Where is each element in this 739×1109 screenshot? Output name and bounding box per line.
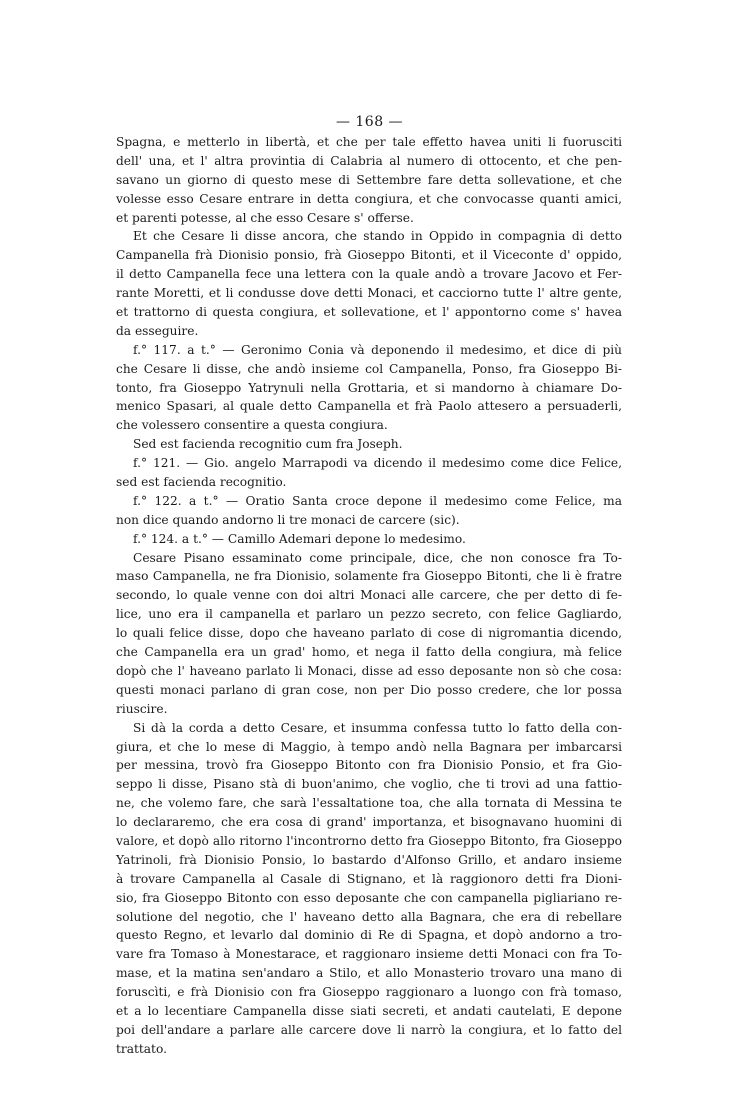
text-line: secondo, lo quale venne con doi altri Monaci alle carcere, che per detto di fe- [116, 588, 622, 603]
text-line: à trovare Campanella al Casale di Stignano, et là raggionoro detti fra Dioni- [116, 871, 622, 886]
text-line: sed est facienda recognitio. [116, 475, 287, 490]
text-line: per messina, trovò fra Gioseppo Bitonto con fra Dionisio Ponsio, et fra Gio- [116, 758, 622, 773]
text-line: lo declararemo, che era cosa di grand' importanza, et bisognavano huomini di [116, 815, 622, 830]
text-line: questi monaci parlano di gran cose, non per Dio posso credere, che lor possa [116, 682, 622, 697]
text-line: et parenti potesse, al che esso Cesare s' offerse. [116, 210, 414, 225]
text-line: dopò che l' haveano parlato li Monaci, disse ad esso deposante non sò che cosa: [116, 663, 622, 678]
text-line: valore, et dopò allo ritorno l'incontrorno detto fra Gioseppo Bitonto, fra Gioseppo [116, 833, 622, 848]
text-line: et a lo lecentiare Campanella disse siati secreti, et andati cautelati, E depone [116, 1003, 622, 1018]
text-line: sio, fra Gioseppo Bitonto con esso deposante che con campanella pigliariano re- [116, 890, 622, 905]
text-line: lo quali felice disse, dopo che haveano parlato di cose di nigromantia dicendo, [116, 626, 622, 641]
text-line: trattato. [116, 1041, 167, 1056]
text-line: giura, et che lo mese di Maggio, à tempo andò nella Bagnara per imbarcarsi [116, 739, 622, 754]
text-line: Campanella frà Dionisio ponsio, frà Gioseppo Bitonti, et il Viceconte d' oppido, [116, 248, 622, 263]
text-line: foruscìti, e frà Dionisio con fra Gioseppo raggionaro a luongo con frà tomaso, [116, 985, 622, 1000]
text-line: Spagna, e metterlo in libertà, et che per tale effetto havea uniti li fuorusciti [116, 135, 622, 149]
text-line: Yatrinoli, frà Dionisio Ponsio, lo bastardo d'Alfonso Grillo, et andaro insieme [116, 852, 622, 867]
text-line: maso Campanella, ne fra Dionisio, solamente fra Gioseppo Bitonti, che li è fratre [116, 569, 622, 584]
text-line: dell' una, et l' altra provintia di Calabria al numero di ottocento, et che pen- [116, 153, 622, 168]
text-line: da esseguire. [116, 323, 199, 338]
text-line: rante Moretti, et li condusse dove detti Monaci, et cacciorno tutte l' altre gente, [116, 286, 622, 301]
text-line: il detto Campanella fece una lettera con la quale andò a trovare Jacovo et Fer- [116, 267, 622, 282]
text-line: f.° 124. a t.° — Camillo Ademari depone lo medesimo. [133, 531, 466, 546]
text-line: f.° 121. — Gio. angelo Marrapodi va dicendo il medesimo come dice Felice, [133, 456, 622, 471]
text-line: solutione del negotio, che l' haveano detto alla Bagnara, che era di rebellare [116, 909, 622, 924]
text-line: f.° 117. a t.° — Geronimo Conia và deponendo il medesimo, et dice di più [133, 342, 622, 357]
text-line: seppo li disse, Pisano stà di buon'animo, che voglio, che ti trovi ad una fattio- [116, 777, 622, 792]
text-line: lice, uno era il campanella et parlaro un pezzo secreto, con felice Gagliardo, [116, 607, 622, 622]
text-line: Si dà la corda a detto Cesare, et insumma confessa tutto lo fatto della con- [133, 720, 622, 735]
text-line: poi dell'andare a parlare alle carcere dove li narrò la congiura, et lo fatto del [116, 1022, 622, 1037]
text-line: che Cesare li disse, che andò insieme col Campanella, Ponso, fra Gioseppo Bi- [116, 361, 622, 376]
text-line: f.° 122. a t.° — Oratio Santa croce depone il medesimo come Felice, ma [133, 493, 622, 508]
text-line: ne, che volemo fare, che sarà l'essaltatione toa, che alla tornata di Messina te [116, 796, 622, 811]
text-line: volesse esso Cesare entrare in detta congiura, et che convocasse quanti amici, [116, 191, 622, 206]
text-line: riuscire. [116, 701, 168, 716]
text-line: non dice quando andorno li tre monaci de carcere (sic). [116, 512, 460, 527]
body-text [116, 133, 622, 1059]
text-line: savano un giorno di questo mese di Settembre fare detta sollevatione, et che [116, 172, 622, 187]
text-line: tonto, fra Gioseppo Yatrynuli nella Grottaria, et si mandorno à chiamare Do- [116, 380, 622, 395]
text-line: vare fra Tomaso à Monestarace, et raggionaro insieme detti Monaci con fra To- [116, 947, 622, 962]
text-line: Et che Cesare li disse ancora, che stando in Oppido in compagnia di detto [133, 229, 622, 244]
text-line: che Campanella era un grad' homo, et nega il fatto della congiura, mà felice [116, 645, 622, 660]
text-line: che volessero consentire a questa congiura. [116, 418, 388, 433]
text-line: Cesare Pisano essaminato come principale, dice, che non conosce fra To- [133, 550, 622, 565]
page-number: — 168 — [335, 114, 404, 130]
text-line: mase, et la matina sen'andaro a Stilo, et allo Monasterio trovaro una mano di [116, 966, 622, 981]
text-line: menico Spasari, al quale detto Campanella et frà Paolo attesero a persuaderli, [116, 399, 622, 414]
text-line: Sed est facienda recognitio cum fra Joseph. [133, 437, 403, 452]
text-line: questo Regno, et levarlo dal dominio di Re di Spagna, et dopò andorno a tro- [116, 928, 622, 943]
text-line: et trattorno di questa congiura, et sollevatione, et l' appontorno come s' havea [116, 305, 622, 320]
